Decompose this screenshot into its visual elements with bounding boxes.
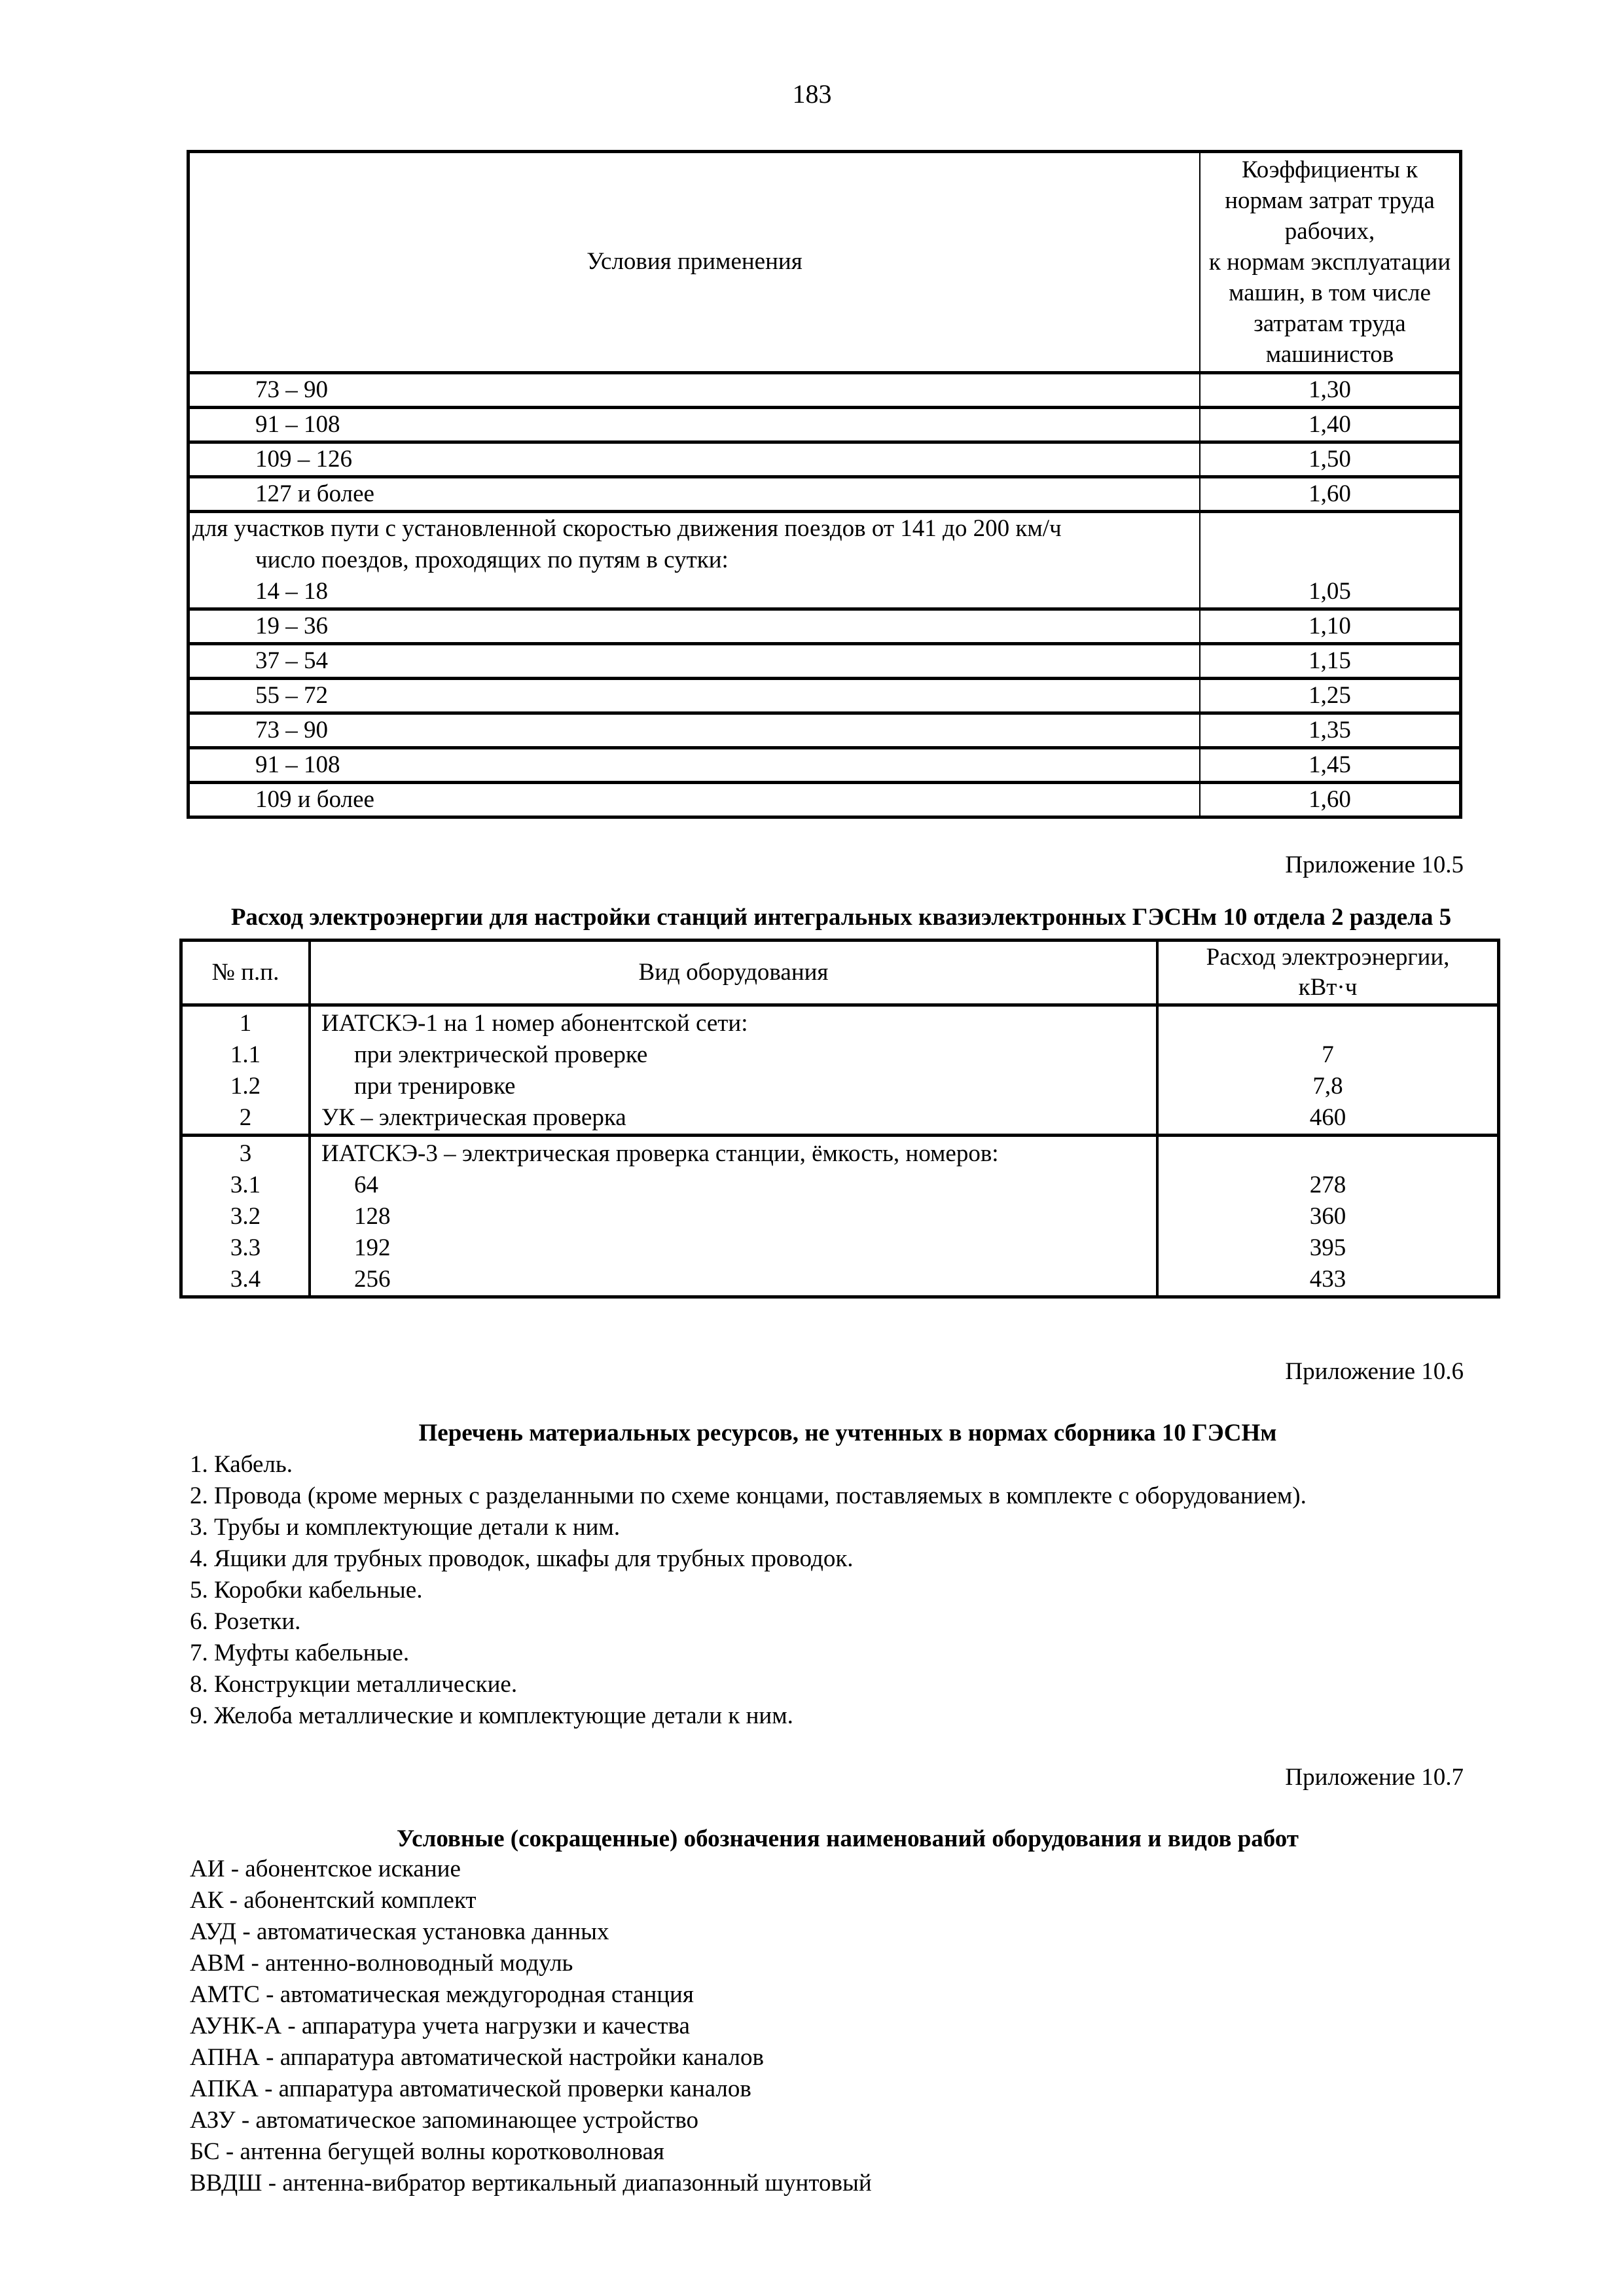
header-number: № п.п. (181, 941, 310, 1005)
appendix-title-10-7: Условные (сокращенные) обозначения наименований оборудования и видов работ (397, 1825, 1299, 1852)
list-item: АЗУ - автоматическое запоминающее устройство (190, 2107, 699, 2134)
list-item: БС - антенна бегущей волны коротковолновая (190, 2138, 664, 2165)
page-number: 183 (792, 79, 832, 109)
header-equipment: Вид оборудования (310, 941, 1157, 1005)
table-row: 19 – 36 1,10 (189, 609, 1461, 644)
appendix-title-10-6: Перечень материальных ресурсов, не учтенных в нормах сборника 10 ГЭСНм (418, 1420, 1277, 1446)
table-row: 3.4 256 433 (181, 1264, 1499, 1297)
list-item: 3. Трубы и комплектующие детали к ним. (190, 1514, 621, 1541)
table-row-group-header: для участков пути с установленной скоростью движения поездов от 141 до 200 км/ч число поездов, проходящих по путям в сутки: 14 – 18 1,05 (189, 512, 1461, 609)
list-item: АИ - абонентское искание (190, 1856, 461, 1882)
group-title: для участков пути с установленной скоростью движения поездов от 141 до 200 км/ч (192, 515, 1062, 542)
list-item: 6. Розетки. (190, 1608, 301, 1635)
list-item: АПКА - аппаратура автоматической проверки каналов (190, 2075, 751, 2102)
group-subtitle: число поездов, проходящих по путям в сутки: (255, 547, 729, 573)
list-item: 8. Конструкции металлические. (190, 1671, 518, 1698)
appendix-label-10-6: Приложение 10.6 (1285, 1358, 1464, 1385)
table-row: 3.1 64 278 (181, 1170, 1499, 1201)
list-item: 4. Ящики для трубных проводок, шкафы для трубных проводок. (190, 1545, 854, 1572)
table-row: 73 – 90 1,35 (189, 713, 1461, 748)
electricity-table (179, 939, 1500, 1299)
list-item: 2. Провода (кроме мерных с разделанными по схеме концами, поставляемых в комплекте с оборудованием). (190, 1482, 1307, 1509)
table-row: 91 – 108 1,45 (189, 748, 1461, 783)
table-row: 1.1 при электрической проверке 7 (181, 1039, 1499, 1071)
appendix-label-10-7: Приложение 10.7 (1285, 1764, 1464, 1791)
list-item: ВВДШ - антенна-вибратор вертикальный диапазонный шунтовый (190, 2170, 872, 2197)
list-item: АУД - автоматическая установка данных (190, 1918, 609, 1945)
list-item: 5. Коробки кабельные. (190, 1577, 423, 1604)
list-item: АК - абонентский комплект (190, 1887, 477, 1914)
materials-list (190, 1449, 1307, 1732)
list-item: АПНА - аппаратура автоматической настройки каналов (190, 2044, 764, 2071)
table-row: 3.3 192 395 (181, 1232, 1499, 1264)
coefficients-table (187, 150, 1462, 819)
list-item: 7. Муфты кабельные. (190, 1640, 410, 1666)
table-row: 3 ИАТСКЭ-3 – электрическая проверка станции, ёмкость, номеров: (181, 1136, 1499, 1170)
appendix-label-10-5: Приложение 10.5 (1285, 852, 1464, 878)
table-row: 37 – 54 1,15 (189, 644, 1461, 679)
header-coefficients: Коэффициенты к нормам затрат труда рабочих, к нормам эксплуатации машин, в том числе затратам труда машинистов (1200, 152, 1461, 373)
table-row: 1.2 при тренировке 7,8 (181, 1071, 1499, 1102)
abbreviations-list (190, 1854, 872, 2199)
table-row: 55 – 72 1,25 (189, 679, 1461, 713)
appendix-title-10-5: Расход электроэнергии для настройки станций интегральных квазиэлектронных ГЭСНм 10 отдела 2 раздела 5 (230, 904, 1452, 931)
header-consumption: Расход электроэнергии, кВт·ч (1157, 941, 1499, 1005)
list-item: 1. Кабель. (190, 1451, 293, 1478)
table-row: 109 и более 1,60 (189, 783, 1461, 817)
table-row: 1 ИАТСКЭ-1 на 1 номер абонентской сети: (181, 1005, 1499, 1040)
list-item: АУНК-А - аппаратура учета нагрузки и качества (190, 2013, 690, 2039)
header-conditions: Условия применения (189, 152, 1200, 373)
table-row: 3.2 128 360 (181, 1201, 1499, 1232)
table-row: 73 – 90 1,30 (189, 373, 1461, 408)
table-row: 2 УК – электрическая проверка 460 (181, 1102, 1499, 1136)
list-item: АМТС - автоматическая междугородная станция (190, 1981, 694, 2008)
table-row: 91 – 108 1,40 (189, 408, 1461, 442)
list-item: АВМ - антенно-волноводный модуль (190, 1950, 573, 1977)
list-item: 9. Желоба металлические и комплектующие детали к ним. (190, 1702, 793, 1729)
table-row: 109 – 126 1,50 (189, 442, 1461, 477)
table-row: 127 и более 1,60 (189, 477, 1461, 512)
